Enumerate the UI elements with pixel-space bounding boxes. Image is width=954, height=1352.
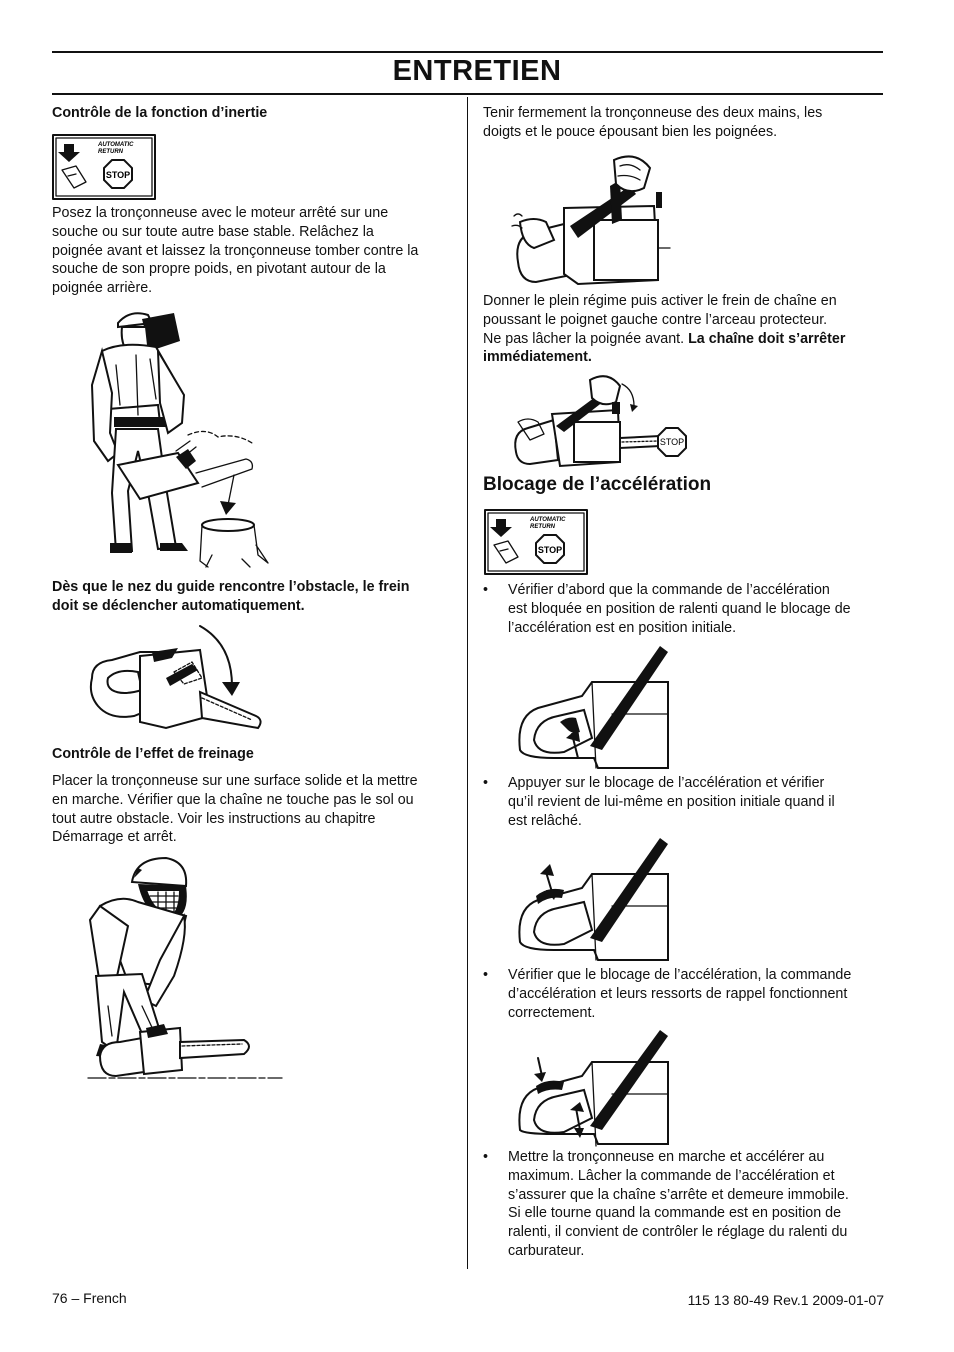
- icon-stop-text: STOP: [105, 170, 131, 180]
- illustration-operator-ground: [86, 856, 286, 1086]
- document-reference-footer: 115 13 80-49 Rev.1 2009-01-07: [687, 1292, 884, 1308]
- text-line: souche ou sur toute autre base stable. Relâchez la: [52, 223, 374, 240]
- text-line: est bloquée en position de ralenti quand le blocage de: [508, 600, 851, 617]
- full-throttle-instructions: [483, 292, 845, 367]
- illustration-throttle-idle: [516, 646, 668, 768]
- text-line-mixed: [483, 330, 845, 349]
- bullet-item-2: [483, 774, 835, 830]
- text-normal: Ne pas lâcher la poignée avant.: [483, 330, 689, 347]
- text-line: poussant le poignet gauche contre l’arceau protecteur.: [483, 311, 828, 328]
- grip-instructions: [483, 104, 822, 142]
- section-heading-braking: Contrôle de l’effet de freinage: [52, 746, 254, 762]
- text-line: Si elle tourne quand la commande est en position de: [508, 1205, 842, 1222]
- text-line: Démarrage et arrêt.: [52, 829, 177, 846]
- icon-stop-text: STOP: [537, 545, 563, 555]
- text-line: tout autre obstacle. Voir les instructions au chapitre: [52, 810, 376, 827]
- automatic-return-stop-icon: [52, 134, 156, 200]
- text-line: Vérifier d’abord que la commande de l’accélération: [508, 582, 830, 598]
- text-line: en marche. Vérifier que la chaîne ne touche pas le sol ou: [52, 791, 414, 808]
- text-line: Mettre la tronçonneuse en marche et accélérer au: [508, 1149, 825, 1165]
- text-line: s’assurer que la chaîne s’arrête et demeure immobile.: [508, 1186, 849, 1203]
- inertia-instructions: [52, 204, 418, 298]
- header-top-rule: [52, 51, 883, 53]
- page-title: ENTRETIEN: [392, 55, 562, 87]
- text-line: poignée avant et laissez la tronçonneuse tomber contre la: [52, 242, 419, 259]
- bullet-item-1: [483, 581, 851, 637]
- bullet-dot: •: [483, 775, 489, 791]
- illustration-chainsaw-tip-arrow: [88, 622, 268, 740]
- text-line-bold: immédiatement.: [483, 349, 592, 366]
- text-line: poignée arrière.: [52, 280, 153, 297]
- illustration-throttle-springs: [516, 1030, 668, 1146]
- text-line: ralenti, il convient de contrôler le réglage du ralenti du: [508, 1224, 848, 1241]
- bold-note-brake: [52, 578, 410, 616]
- automatic-return-stop-icon-2: [484, 509, 588, 575]
- text-line: maximum. Lâcher la commande de l’accélération et: [508, 1167, 835, 1184]
- bullet-item-4: [483, 1148, 849, 1261]
- illustration-hands-grip: [510, 152, 670, 286]
- bullet-dot: •: [483, 1149, 489, 1165]
- text-bold: La chaîne doit s’arrêter: [688, 330, 846, 347]
- text-line: est relâché.: [508, 812, 582, 829]
- icon-label-automatic: AUTOMATIC: [530, 517, 566, 523]
- icon-label-automatic: AUTOMATIC: [98, 142, 134, 148]
- text-line: doit se déclencher automatiquement.: [52, 597, 305, 614]
- bullet-dot: •: [483, 967, 489, 983]
- text-line: l’accélération est en position initiale.: [508, 619, 737, 636]
- bullet-dot: •: [483, 582, 489, 598]
- header-bottom-rule: [52, 93, 883, 95]
- page-number-footer: 76 – French: [52, 1290, 127, 1306]
- text-line: Appuyer sur le blocage de l’accélération et vérifier: [508, 775, 825, 791]
- section-heading-inertia: Contrôle de la fonction d’inertie: [52, 105, 268, 121]
- text-line: Placer la tronçonneuse sur une surface solide et la mettre: [52, 773, 418, 789]
- braking-instructions: [52, 772, 418, 847]
- section-heading-throttle-lock: Blocage de l’accélération: [483, 474, 712, 495]
- text-line: doigts et le pouce épousant bien les poignées.: [483, 123, 778, 140]
- text-line: Vérifier que le blocage de l’accélération, la commande: [508, 967, 852, 983]
- illustration-operator-stump: [80, 305, 280, 570]
- text-line: Dès que le nez du guide rencontre l’obstacle, le frein: [52, 579, 410, 595]
- bullet-item-3: [483, 966, 852, 1022]
- text-line: Donner le plein régime puis activer le frein de chaîne en: [483, 293, 837, 309]
- illustration-throttle-lock-release: [516, 838, 668, 962]
- icon-label-return: RETURN: [98, 149, 123, 155]
- text-line: correctement.: [508, 1004, 596, 1021]
- text-line: souche de son propre poids, en pivotant autour de la: [52, 261, 386, 278]
- text-line: carburateur.: [508, 1242, 585, 1259]
- figure-stop-text: STOP: [659, 437, 685, 447]
- text-line: d’accélération et leurs ressorts de rappel fonctionnent: [508, 985, 848, 1002]
- text-line: qu’il revient de lui-même en position initiale quand il: [508, 793, 835, 810]
- column-divider: [467, 97, 468, 1269]
- text-line: Tenir fermement la tronçonneuse des deux mains, les: [483, 105, 823, 121]
- illustration-chain-brake-stop: [510, 372, 694, 468]
- icon-label-return: RETURN: [530, 524, 555, 530]
- text-line: Posez la tronçonneuse avec le moteur arrêté sur une: [52, 205, 389, 221]
